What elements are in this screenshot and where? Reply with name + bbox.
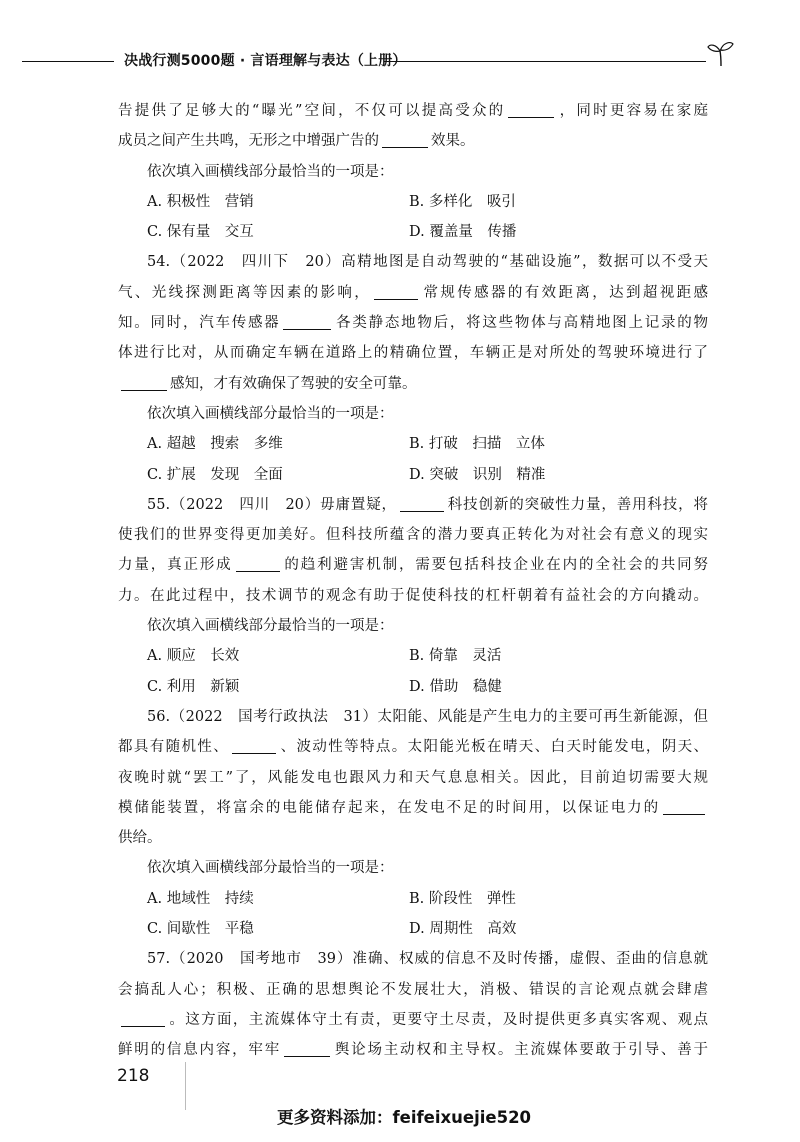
fill-blank [400, 496, 444, 512]
answer-option: C. 间歇性 平稳 [147, 921, 254, 938]
fill-blank [663, 799, 705, 815]
fill-blank [284, 1041, 330, 1057]
text-line [118, 308, 708, 338]
text-segment: 55.（2022 四川 20）毋庸置疑， [147, 496, 397, 513]
text-segment: 57.（2020 国考地市 39）准确、权威的信息不及时传播，虚假、歪曲的信息就 [147, 951, 708, 968]
text-segment: 使我们的世界变得更加美好。但科技所蕴含的潜力要真正转化为对社会有意义的现实 [118, 527, 708, 544]
text-line [118, 944, 708, 974]
fill-blank [121, 375, 167, 391]
text-line [118, 338, 708, 368]
answer-option: C. 保有量 交互 [147, 224, 254, 241]
text-line [118, 823, 708, 853]
text-segment: 会搞乱人心；积极、正确的思想舆论不发展壮大，消极、错误的言论观点就会肆虐 [118, 981, 708, 998]
option-row [118, 217, 708, 247]
text-line [118, 520, 708, 550]
answer-option: B. 倚靠 灵活 [409, 648, 502, 665]
page-number: 218 [117, 1066, 150, 1086]
text-segment: 科技创新的突破性力量，善用科技，将 [446, 496, 708, 513]
text-line [118, 611, 708, 641]
text-segment: 告提供了足够大的“曝光”空间，不仅可以提高受众的 [118, 103, 506, 119]
answer-option: A. 地域性 持续 [147, 890, 254, 907]
answer-option: A. 积极性 营销 [147, 193, 254, 210]
text-segment: 力。在此过程中，技术调节的观念有助于促使科技的杠杆朝着有益社会的方向撬动。 [118, 587, 708, 604]
text-line [118, 793, 708, 823]
option-row [118, 884, 708, 914]
text-segment: 依次填入画横线部分最恰当的一项是： [147, 860, 394, 877]
text-segment: 依次填入画横线部分最恰当的一项是： [147, 163, 394, 180]
answer-option: A. 顺应 长效 [147, 648, 240, 665]
page-margin-line [185, 1062, 186, 1110]
text-segment: 供给。 [118, 830, 162, 847]
answer-option: B. 多样化 吸引 [409, 193, 516, 210]
text-line [118, 763, 708, 793]
text-line [118, 278, 708, 308]
answer-option: D. 覆盖量 传播 [409, 224, 517, 241]
text-segment: 各类静态地物后，将这些物体与高精地图上记录的物 [334, 315, 708, 332]
option-row [118, 187, 708, 217]
text-segment: 夜晚时就“罢工”了，风能发电也跟风力和天气息息相关。因此，目前迫切需要大规 [118, 769, 708, 786]
text-line [118, 853, 708, 883]
text-line [118, 702, 708, 732]
text-segment: 效果。 [431, 133, 475, 150]
text-segment: 、波动性等特点。太阳能光板在晴天、白天时能发电，阴天、 [279, 739, 708, 756]
option-row [118, 460, 708, 490]
answer-option: B. 阶段性 弹性 [409, 890, 516, 907]
text-segment: ，同时更容易在家庭 [557, 103, 708, 119]
footer-note: 更多资料添加：feifeixuejie520 [276, 1108, 532, 1127]
fill-blank [232, 738, 276, 754]
text-line [118, 96, 708, 126]
fill-blank [236, 556, 280, 572]
book-title: 决战行测5000题 · 言语理解与表达（上册） [124, 53, 407, 69]
text-segment: 感知，才有效确保了驾驶的安全可靠。 [170, 375, 417, 392]
text-line [118, 550, 708, 580]
text-segment: 都具有随机性、 [118, 739, 230, 756]
text-segment: 。这方面，主流媒体守土有责，更要守土尽责，及时提供更多真实客观、观点 [168, 1011, 708, 1028]
text-segment: 的趋利避害机制，需要包括科技企业在内的全社会的共同努 [282, 557, 708, 574]
answer-option: B. 打破 扫描 立体 [409, 436, 545, 453]
option-row [118, 429, 708, 459]
header-rule-left [22, 61, 114, 62]
text-segment: 舆论场主动权和主导权。主流媒体要敢于引导、善于 [333, 1042, 708, 1059]
option-row [118, 672, 708, 702]
text-segment: 56.（2022 国考行政执法 31）太阳能、风能是产生电力的主要可再生新能源，但 [147, 708, 708, 725]
text-segment: 鲜明的信息内容，牢牢 [118, 1042, 282, 1059]
text-segment: 知。同时，汽车传感器 [118, 315, 281, 332]
fill-blank [283, 314, 331, 330]
text-line [118, 1035, 708, 1065]
option-row [118, 641, 708, 671]
text-line [118, 247, 708, 277]
answer-option: D. 突破 识别 精准 [409, 466, 546, 483]
answer-option: A. 超越 搜索 多维 [147, 436, 283, 453]
text-line [118, 157, 708, 187]
fill-blank [382, 132, 428, 148]
text-segment: 依次填入画横线部分最恰当的一项是： [147, 618, 394, 635]
text-segment: 体进行比对，从而确定车辆在道路上的精确位置，车辆正是对所处的驾驶环境进行了 [118, 345, 708, 362]
text-line [118, 581, 708, 611]
option-row [118, 914, 708, 944]
running-header [22, 44, 722, 74]
text-segment: 模储能装置，将富余的电能储存起来，在发电不足的时间用，以保证电力的 [118, 799, 660, 816]
text-segment: 气、光线探测距离等因素的影响， [118, 284, 372, 301]
header-rule-right [384, 61, 706, 62]
text-segment: 依次填入画横线部分最恰当的一项是： [147, 405, 394, 422]
text-line [118, 399, 708, 429]
fill-blank [374, 284, 418, 300]
answer-option: C. 扩展 发现 全面 [147, 466, 283, 483]
text-line [118, 490, 708, 520]
text-segment: 力量，真正形成 [118, 557, 233, 574]
text-segment: 54.（2022 四川下 20）高精地图是自动驾驶的“基础设施”，数据可以不受天 [147, 254, 708, 271]
sprout-icon [706, 38, 736, 68]
fill-blank [508, 102, 554, 118]
text-segment: 常规传感器的有效距离，达到超视距感 [421, 284, 708, 301]
text-segment: 成员之间产生共鸣，无形之中增强广告的 [118, 133, 379, 150]
answer-option: D. 借助 稳健 [409, 678, 502, 695]
text-line [118, 369, 708, 399]
text-line [118, 126, 708, 156]
page-body [118, 96, 708, 1066]
text-line [118, 1005, 708, 1035]
answer-option: D. 周期性 高效 [409, 921, 517, 938]
answer-option: C. 利用 新颖 [147, 678, 240, 695]
fill-blank [121, 1011, 165, 1027]
text-line [118, 732, 708, 762]
text-line [118, 975, 708, 1005]
